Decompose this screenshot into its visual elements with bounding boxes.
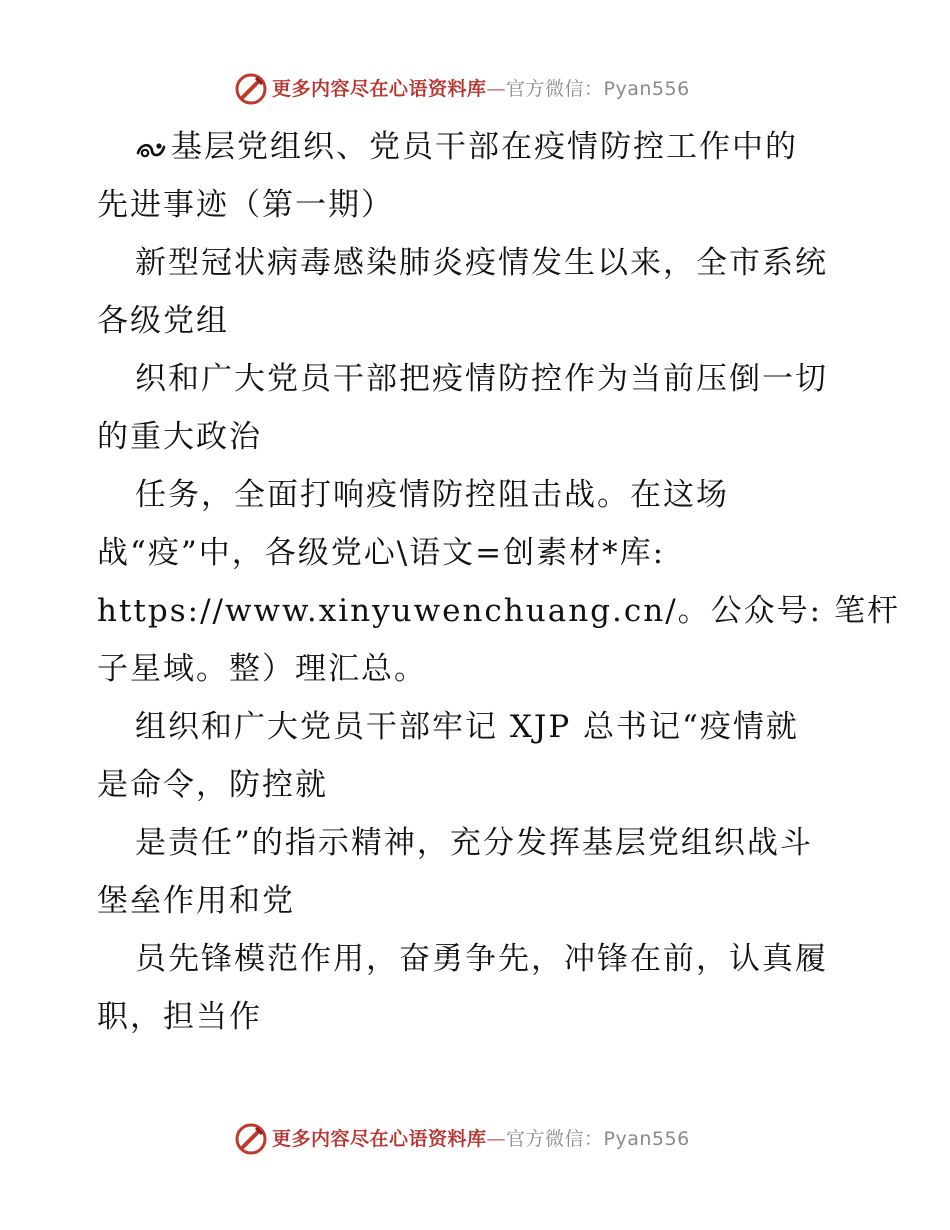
banner-text [272, 1128, 690, 1150]
paragraph-line: 任务，全面打响疫情防控阻击战。在这场 [135, 477, 729, 513]
paragraph-line: 职，担当作 [97, 999, 262, 1035]
paragraph-line-url: https://www.xinyuwenchuang.cn/。公众号: 笔杆 [97, 593, 900, 629]
red-pen-logo-icon [234, 1122, 268, 1156]
paragraph-line: 堡垒作用和党 [97, 883, 295, 919]
title-line-2: 先进事迹（第一期） [97, 187, 394, 223]
title-line-1 [135, 127, 798, 167]
paragraph-line: 各级党组 [97, 303, 229, 339]
banner-dash: — [486, 78, 507, 100]
banner-wechat-id: Pyan556 [603, 1128, 690, 1150]
paragraph-line: 织和广大党员干部把疫情防控作为当前压倒一切 [135, 361, 828, 397]
paragraph-line: 战“疫”中，各级党心\语文=创素材*库: [97, 535, 666, 571]
title-text-1: 基层党组织、党员干部在疫情防控工作中的 [171, 129, 798, 165]
paragraph-line: 子星域。整）理汇总。 [97, 651, 427, 687]
banner-site-name: 更多内容尽在心语资料库 [272, 1128, 487, 1150]
banner-dash: — [486, 1128, 507, 1150]
paragraph-line: 新型冠状病毒感染肺炎疫情发生以来，全市系统 [135, 245, 828, 281]
banner-wechat-id: Pyan556 [603, 78, 690, 100]
ornament-icon [135, 137, 169, 161]
banner-wechat-label: 官方微信： [506, 1128, 604, 1150]
paragraph-line: 的重大政治 [97, 419, 262, 455]
paragraph-line: 是命令，防控就 [97, 767, 328, 803]
paragraph-line: 组织和广大党员干部牢记 XJP 总书记“疫情就 [135, 709, 799, 745]
paragraph-line: 员先锋模范作用，奋勇争先，冲锋在前，认真履 [135, 941, 828, 977]
banner-wechat-label: 官方微信： [506, 78, 604, 100]
footer-banner [0, 1122, 950, 1162]
banner-site-name: 更多内容尽在心语资料库 [272, 78, 487, 100]
paragraph-line: 是责任”的指示精神，充分发挥基层党组织战斗 [135, 825, 813, 861]
